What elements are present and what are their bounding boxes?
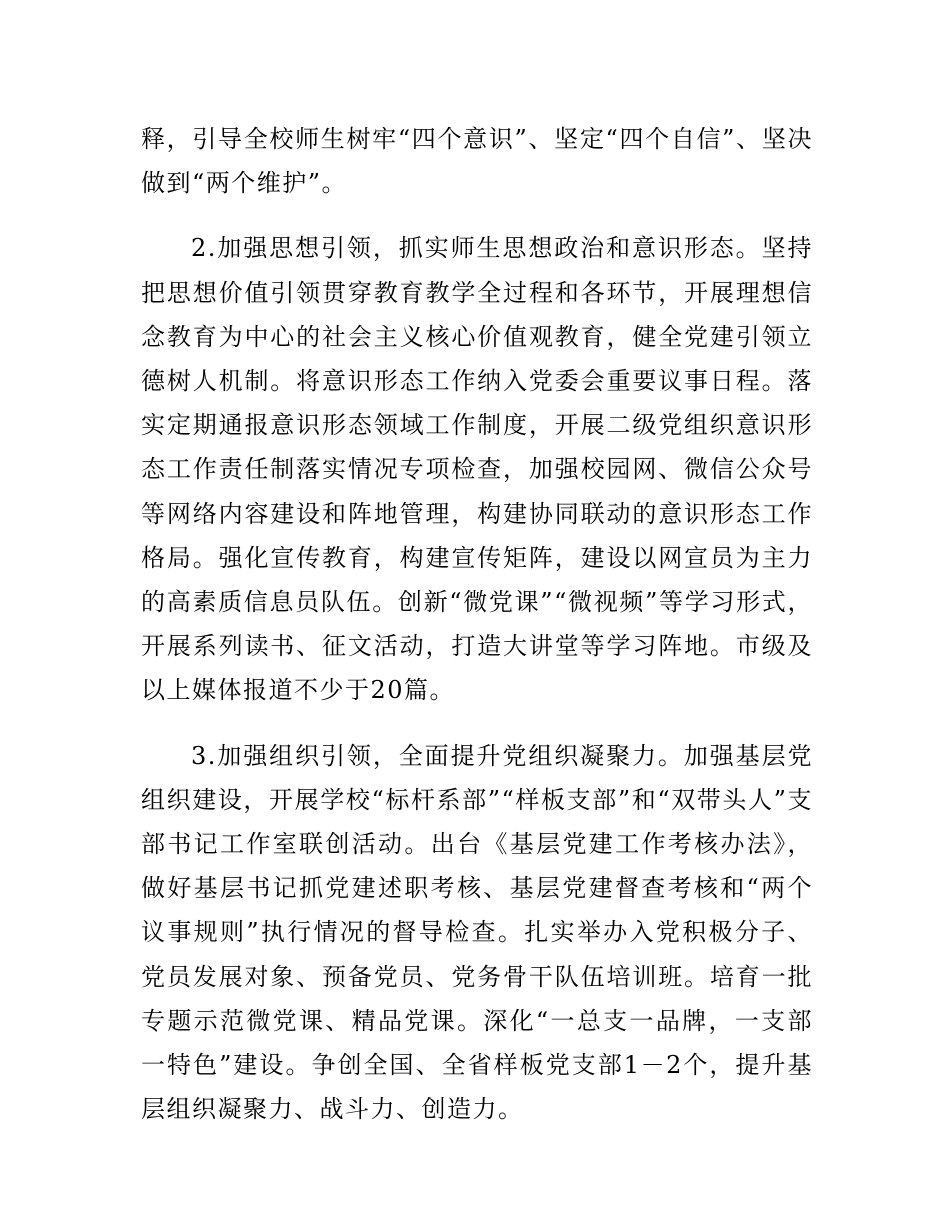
paragraph-gap — [141, 205, 813, 226]
paragraph-organizational-guidance: 3.加强组织引领，全面提升党组织凝聚力。加强基层党组织建设，开展学校“标杆系部”“样板支部”和“双带头人”支部书记工作室联创活动。出台《基层党建工作考核办法》，做好基层书记抓党建述职考核、基层党建督查考核和“两个议事规则”执行情况的督导检查。扎实举办入党积极分子、党员发展对象、预备党员、党务骨干队伍培训班。培育一批专题示范微党课、精品党课。深化“一总支一品牌，一支部一特色”建设。争创全国、全省样板党支部1－2个，提升基层组织凝聚力、战斗力、创造力。 — [141, 741, 813, 1124]
paragraph-gap — [141, 713, 813, 734]
paragraph-continued: 释，引导全校师生树牢“四个意识”、坚定“四个自信”、坚决做到“两个维护”。 — [141, 125, 813, 198]
paragraph-ideological-guidance: 2.加强思想引领，抓实师生思想政治和意识形态。坚持把思想价值引领贯穿教育教学全过程和各环节，开展理想信念教育为中心的社会主义核心价值观教育，健全党建引领立德树人机制。将意识形态工作纳入党委会重要议事日程。落实定期通报意识形态领域工作制度，开展二级党组织意识形态工作责任制落实情况专项检查，加强校园网、微信公众号等网络内容建设和阵地管理，构建协同联动的意识形态工作格局。强化宣传教育，构建宣传矩阵，建设以网宣员为主力的高素质信息员队伍。创新“微党课”“微视频”等学习形式，开展系列读书、征文活动，打造大讲堂等学习阵地。市级及以上媒体报道不少于20篇。 — [141, 234, 813, 705]
document-body — [141, 117, 813, 1131]
